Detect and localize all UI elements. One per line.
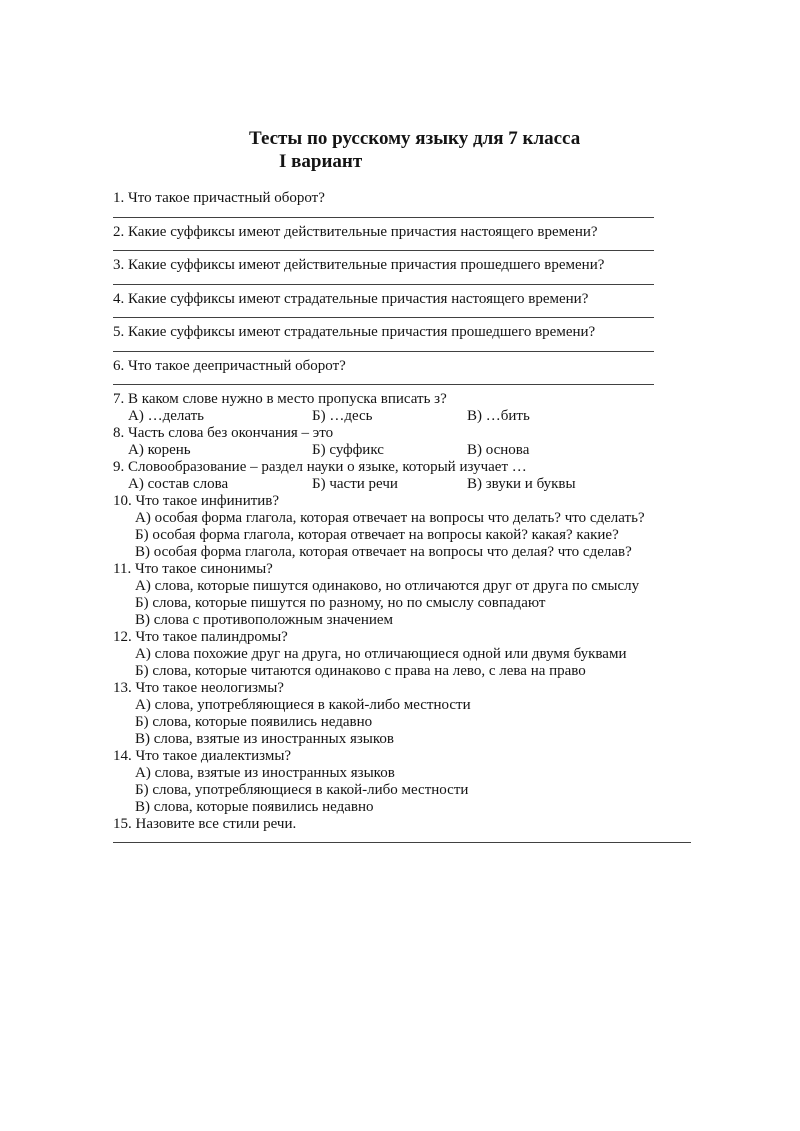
question-number: 11.: [113, 561, 132, 577]
question-number: 9.: [113, 459, 125, 475]
answer-blank-line: [113, 284, 654, 285]
question-8: [113, 425, 654, 459]
question-label: Назовите все стили речи.: [135, 816, 297, 832]
option-a: А) корень: [128, 442, 191, 458]
question-text-row: [113, 224, 654, 241]
question-7: [113, 391, 654, 425]
question-number: 13.: [113, 680, 132, 696]
question-number: 5.: [113, 324, 125, 340]
question-text-row: [113, 459, 654, 476]
option-v: В) основа: [467, 442, 530, 458]
question-label: Что такое синонимы?: [134, 561, 273, 577]
question-number: 6.: [113, 357, 125, 374]
question-text-row: [113, 291, 654, 308]
question-label: Что такое диалектизмы?: [135, 748, 292, 764]
question-text-row: [113, 816, 654, 833]
question-label: Что такое палиндромы?: [135, 629, 288, 645]
question-number: 15.: [113, 816, 132, 832]
question-1: [113, 190, 654, 218]
question-text-row: [113, 190, 654, 207]
option-b: Б) …десь: [312, 408, 373, 424]
document-content: [113, 127, 654, 843]
question-6: [113, 358, 654, 386]
question-12: [113, 629, 654, 680]
option-v: В) …бить: [467, 408, 530, 424]
question-label: Часть слова без окончания – это: [128, 425, 334, 441]
answer-blank-line: [113, 250, 654, 251]
answer-blank-line: [113, 351, 654, 352]
question-text-row: [113, 680, 654, 697]
answer-blank-line: [113, 384, 654, 385]
question-text-row: [113, 629, 654, 646]
question-text-row: [113, 561, 654, 578]
question-3: [113, 257, 654, 285]
question-number: 12.: [113, 629, 132, 645]
options-row: [113, 476, 654, 493]
question-number: 4.: [113, 290, 125, 307]
question-text-row: [113, 324, 654, 341]
option-v: В) особая форма глагола, которая отвечает на вопросы что делая? что сделав?: [135, 544, 632, 560]
question-13: [113, 680, 654, 748]
option-a: А) особая форма глагола, которая отвечает на вопросы что делать? что сделать?: [135, 510, 645, 526]
question-2: [113, 224, 654, 252]
option-b: Б) слова, которые появились недавно: [135, 714, 373, 730]
question-text-row: [113, 493, 654, 510]
question-text-row: [113, 391, 654, 408]
option-b: Б) слова, которые читаются одинаково с права на лево, с лева на право: [135, 663, 586, 679]
question-11: [113, 561, 654, 629]
option-a: А) …делать: [128, 408, 205, 424]
question-5: [113, 324, 654, 352]
question-number: 14.: [113, 748, 132, 764]
question-number: 8.: [113, 425, 125, 441]
answer-blank-line-final: [113, 842, 691, 843]
question-9: [113, 459, 654, 493]
question-number: 3.: [113, 257, 125, 273]
option-v: В) звуки и буквы: [467, 476, 576, 492]
option-a: А) состав слова: [128, 476, 229, 492]
question-label: Что такое неологизмы?: [135, 680, 284, 696]
question-text-row: [113, 358, 654, 375]
question-14: [113, 748, 654, 816]
option-b: Б) слова, употребляющиеся в какой-либо местности: [135, 782, 469, 798]
question-number: 10.: [113, 493, 132, 509]
question-label: Словообразование – раздел науки о языке, который изучает …: [128, 459, 527, 475]
option-a: А) слова похожие друг на друга, но отличающиеся одной или двумя буквами: [135, 646, 627, 662]
question-10: [113, 493, 654, 561]
question-text-row: [113, 748, 654, 765]
option-b: Б) слова, которые пишутся по разному, но по смыслу совпадают: [135, 595, 546, 611]
question-number: 1.: [113, 190, 125, 206]
option-a: А) слова, взятые из иностранных языков: [135, 765, 395, 781]
question-list: [113, 190, 654, 843]
option-b: Б) суффикс: [312, 442, 384, 458]
option-a: А) слова, употребляющиеся в какой-либо местности: [135, 697, 471, 713]
question-text-row: [113, 257, 654, 274]
question-label: Что такое инфинитив?: [135, 493, 280, 509]
question-15: [113, 816, 654, 843]
options-row: [113, 408, 654, 425]
answer-blank-line: [113, 217, 654, 218]
question-label: Что такое причастный оборот?: [128, 190, 325, 206]
question-label: В каком слове нужно в место пропуска вписать з?: [128, 391, 447, 407]
option-v: В) слова, взятые из иностранных языков: [135, 731, 394, 747]
option-v: В) слова с противоположным значением: [135, 612, 394, 628]
option-b: Б) особая форма глагола, которая отвечает на вопросы какой? какая? какие?: [135, 527, 619, 543]
question-4: [113, 291, 654, 319]
answer-blank-line: [113, 317, 654, 318]
options-row: [113, 442, 654, 459]
page-title: Тесты по русскому языку для 7 класса: [249, 128, 581, 149]
option-v: В) слова, которые появились недавно: [135, 799, 374, 815]
question-label: Что такое деепричастный оборот?: [128, 357, 346, 374]
option-a: А) слова, которые пишутся одинаково, но отличаются друг от друга по смыслу: [135, 578, 640, 594]
question-label: Какие суффиксы имеют страдательные причастия прошедшего времени?: [128, 324, 596, 340]
question-label: Какие суффиксы имеют действительные причастия прошедшего времени?: [128, 257, 605, 273]
option-b: Б) части речи: [312, 476, 398, 492]
variant-subtitle: I вариант: [279, 151, 363, 172]
question-label: Какие суффиксы имеют действительные причастия настоящего времени?: [128, 223, 598, 240]
question-label: Какие суффиксы имеют страдательные причастия настоящего времени?: [128, 290, 589, 307]
question-number: 7.: [113, 391, 125, 407]
question-number: 2.: [113, 223, 125, 240]
question-text-row: [113, 425, 654, 442]
